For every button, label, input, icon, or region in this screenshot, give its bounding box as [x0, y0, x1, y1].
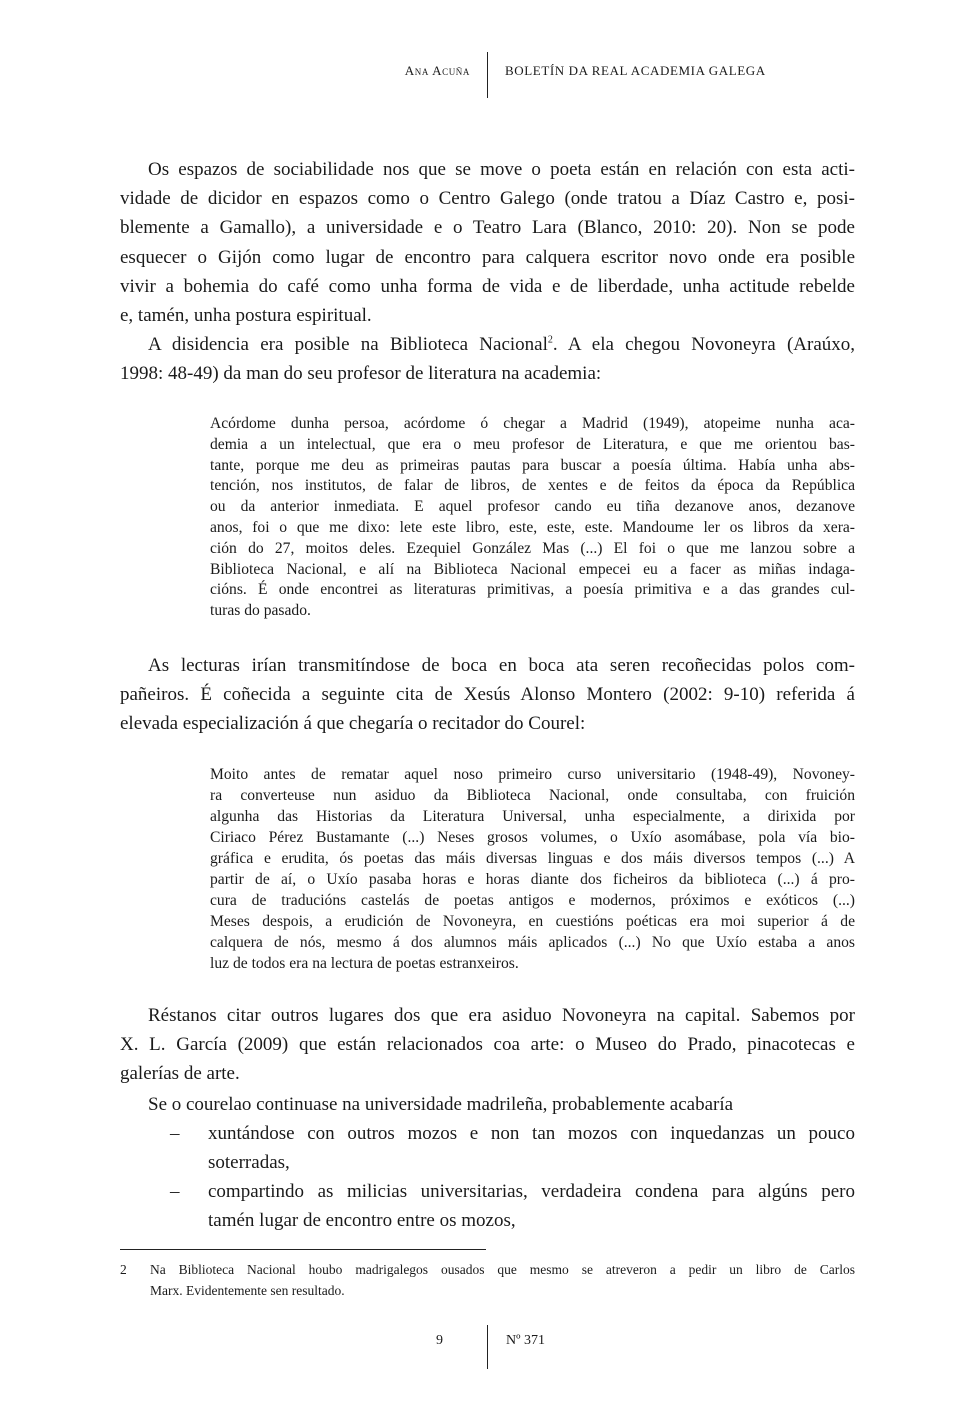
block-quote-1-line: cións. É onde encontrei as literaturas primitivas, a poesía primitiva e a das grandes cul- — [210, 581, 855, 599]
header-journal: BOLETÍN DA REAL ACADEMIA GALEGA — [505, 63, 766, 78]
block-quote-2-line: algunha das Historias da Literatura Universal, unha especialmente, a dirixida por — [210, 808, 855, 825]
block-quote-1-line: demia a un intelectual, que era o meu profesor de Literatura, e que me orientou bas- — [210, 435, 855, 453]
bullet-item-1-line: xuntándose con outros mozos e non tan mozos con inquedanzas un pouco — [208, 1123, 855, 1144]
block-quote-2-line: luz de todos era na lectura de poetas estranxeiros. — [210, 955, 519, 972]
footnote-ref[interactable]: 2 — [547, 334, 553, 346]
block-quote-1-line: ción do 27, moitos deles. Ezequiel González Mas (...) El foi o que me lanzou sobre a — [210, 539, 855, 557]
bullet-marker: – — [170, 1123, 180, 1144]
block-quote-2-line: calquera de nós, mesmo á dos alumnos máis aplicados (...) No que Uxío estaba a anos — [210, 934, 855, 951]
block-quote-2-line: partir de aí, o Uxío pasaba horas e horas diante dos ficheiros da biblioteca (...) á pro- — [210, 871, 855, 888]
paragraph-2-line-1 — [148, 330, 855, 359]
paragraph-1-line: blemente a Gamallo), a universidade e o Teatro Lara (Blanco, 2010: 20). Non se pode — [120, 217, 855, 239]
bullet-item-2-line: tamén lugar de encontro entre os mozos, — [208, 1210, 516, 1232]
block-quote-2-line: Ciriaco Pérez Bustamante (...) Neses grosos volumes, o Uxío asomábase, pola vía bio- — [210, 829, 855, 846]
bullet-item-2-line: compartindo as milicias universitarias, verdadeira condena para algúns pero — [208, 1181, 855, 1202]
paragraph-3-line: elevada especialización á que chegaría o recitador do Courel: — [120, 713, 586, 735]
footnote-text-line: Na Biblioteca Nacional houbo madrigalegos ousados que mesmo se atreveron a pedir un libro de Carlos — [150, 1262, 855, 1277]
paragraph-1-line: vidade de dicidor en espazos como o Centro Galego (onde tratou a Díaz Castro e, posi- — [120, 188, 855, 210]
paragraph-1-line: e, tamén, unha postura espiritual. — [120, 305, 372, 326]
paragraph-5-line: Se o courelao continuase na universidade madrileña, probablemente acabaría — [148, 1094, 734, 1115]
footer-divider — [487, 1325, 488, 1369]
paragraph-4-line: X. L. García (2009) que están relacionados coa arte: o Museo do Prado, pinacotecas e — [120, 1034, 855, 1056]
block-quote-2-line: Meses despois, a erudición de Novoneyra, en cuestións poéticas era moi superior á de — [210, 913, 855, 930]
block-quote-1-line: anos, foi o que me dixo: lete este libro, este, este, este. Mandoume ler os libros da xera- — [210, 519, 855, 536]
block-quote-2-line: ra converteuse nun asiduo da Biblioteca Nacional, onde consultaba, con fruición — [210, 787, 855, 804]
block-quote-2-line: cura de traducións castelás de poetas antigos e modernos, próximos e exóticos (...) — [210, 892, 855, 909]
issue-number: Nº 371 — [506, 1333, 545, 1348]
block-quote-1-line: Acórdome dunha persoa, acórdome ó chegar a Madrid (1949), atopeime nunha aca- — [210, 415, 855, 432]
paragraph-4-line: galerías de arte. — [120, 1063, 240, 1085]
footnote-rule — [120, 1249, 486, 1250]
paragraph-3-line: As lecturas irían transmitíndose de boca en boca ata seren recoñecidas polos com- — [148, 655, 855, 676]
page-number: 9 — [436, 1333, 443, 1348]
footnote-number: 2 — [120, 1262, 127, 1277]
block-quote-1-line: ou da anterior inmediata. E aquel profesor cando eu tiña dezanove anos, dezanove — [210, 498, 855, 516]
block-quote-2-line: Moito antes de rematar aquel noso primeiro curso universitario (1948-49), Novoney- — [210, 766, 855, 783]
paragraph-1-line: Os espazos de sociabilidade nos que se move o poeta están en relación con esta acti- — [148, 159, 855, 180]
paragraph-1-line: esquecer o Gijón como lugar de encontro para calquera escritor novo onde era posible — [120, 246, 855, 268]
block-quote-1-line: tante, porque me deu as primeiras pautas para buscar a poesía última. Había unha abs- — [210, 456, 855, 474]
block-quote-1-line: turas do pasado. — [210, 602, 311, 620]
paragraph-4-line: Réstanos citar outros lugares dos que era asiduo Novoneyra na capital. Sabemos por — [148, 1005, 855, 1026]
paragraph-2-line-2: 1998: 48-49) da man do seu profesor de literatura na academia: — [120, 363, 602, 384]
paragraph-3-line: pañeiros. É coñecida a seguinte cita de Xesús Alonso Montero (2002: 9-10) referida á — [120, 684, 855, 706]
header-divider — [487, 52, 488, 98]
block-quote-2-line: gráfica e erudita, ós poetas das máis diversas linguas e dos máis diversos tempos (...) A — [210, 850, 855, 867]
text: . A ela chegou Novoneyra (Araúxo, — [552, 334, 855, 355]
paragraph-1-line: vivir a bohemia do café como unha forma de vida e de liberdade, unha actitude rebelde — [120, 275, 855, 297]
text: A disidencia era posible na Biblioteca Nacional — [148, 334, 548, 355]
header-author: Ana Acuña — [404, 63, 470, 78]
block-quote-1-line: Biblioteca Nacional, e alí na Biblioteca Nacional empecei eu a facer as miñas indaga- — [210, 560, 855, 578]
block-quote-1-line: tención, nos institutos, de falar de libros, de xentes e de feitos da época da República — [210, 477, 855, 495]
bullet-item-1-line: soterradas, — [208, 1152, 290, 1174]
bullet-marker: – — [170, 1181, 180, 1202]
footnote-text-line: Marx. Evidentemente sen resultado. — [150, 1283, 345, 1298]
